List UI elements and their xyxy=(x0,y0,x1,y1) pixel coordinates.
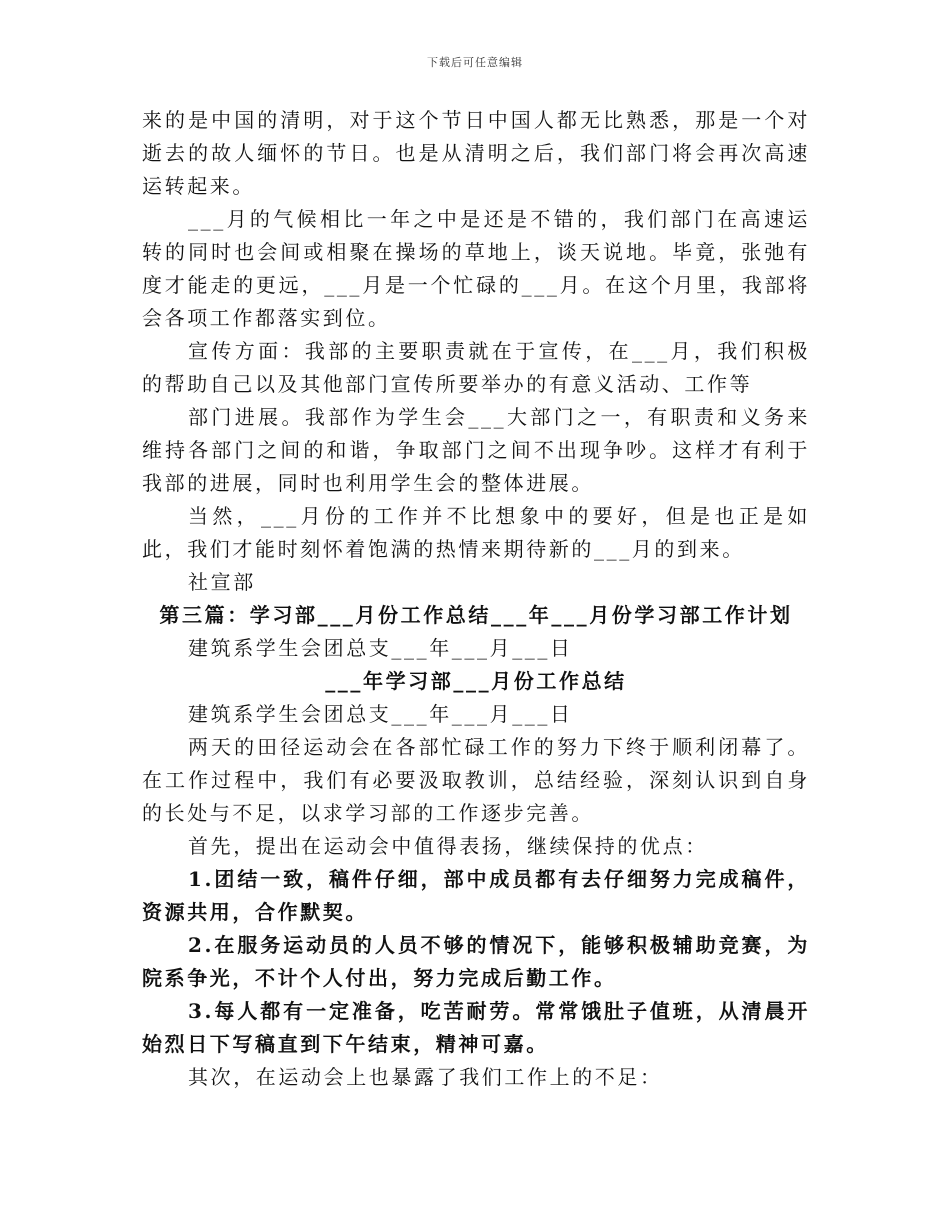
list-item-3: 3.每人都有一定准备，吃苦耐劳。常常饿肚子值班，从清晨开始烈日下写稿直到下午结束，精神可嘉。 xyxy=(142,999,810,1056)
signature-department: 社宣部 xyxy=(188,570,256,594)
section-title-part-three: 第三篇：学习部___月份工作总结___年___月份学习部工作计划 xyxy=(159,603,793,627)
paragraph-second-shortcomings: 其次，在运动会上也暴露了我们工作上的不足： xyxy=(188,1065,663,1089)
date-line-1: 建筑系学生会团总支___年___月___日 xyxy=(188,636,573,660)
paragraph-climate: ___月的气候相比一年之中是还是不错的，我们部门在高速运转的同时也会间或相聚在操场的草地上，谈天说地。毕竟，张弛有度才能走的更远，___月是一个忙碌的___月。在这个月里，我部将会各项工作都落实到位。 xyxy=(142,207,810,330)
paragraph-first-strengths: 首先，提出在运动会中值得表扬，继续保持的优点： xyxy=(188,834,708,858)
section-subtitle: ___年学习部___月份工作总结 xyxy=(325,669,627,693)
paragraph-qingming: 来的是中国的清明，对于这个节日中国人都无比熟悉，那是一个对逝去的故人缅怀的节日。也是从清明之后，我们部门将会再次高速运转起来。 xyxy=(142,108,810,198)
date-line-2: 建筑系学生会团总支___年___月___日 xyxy=(188,702,573,726)
paragraph-of-course: 当然，___月份的工作并不比想象中的要好，但是也正是如此，我们才能时刻怀着饱满的热情来期待新的___月的到来。 xyxy=(142,504,810,561)
paragraph-publicity: 宣传方面：我部的主要职责就在于宣传，在___月，我们积极的帮助自己以及其他部门宣传所要举办的有意义活动、工作等 xyxy=(142,339,810,396)
list-item-1: 1.团结一致，稿件仔细，部中成员都有去仔细努力完成稿件，资源共用，合作默契。 xyxy=(142,867,810,924)
paragraph-sports-meet: 两天的田径运动会在各部忙碌工作的努力下终于顺利闭幕了。在工作过程中，我们有必要汲取教训，总结经验，深刻认识到自身的长处与不足，以求学习部的工作逐步完善。 xyxy=(142,735,810,825)
paragraph-department-progress: 部门进展。我部作为学生会___大部门之一，有职责和义务来维持各部门之间的和谐，争取部门之间不出现争吵。这样才有利于我部的进展，同时也利用学生会的整体进展。 xyxy=(142,405,810,495)
list-item-2: 2.在服务运动员的人员不够的情况下，能够积极辅助竞赛，为院系争光，不计个人付出，努力完成后勤工作。 xyxy=(142,933,810,990)
page-header: 下载后可任意编辑 xyxy=(427,56,523,69)
document-body xyxy=(142,104,810,1094)
